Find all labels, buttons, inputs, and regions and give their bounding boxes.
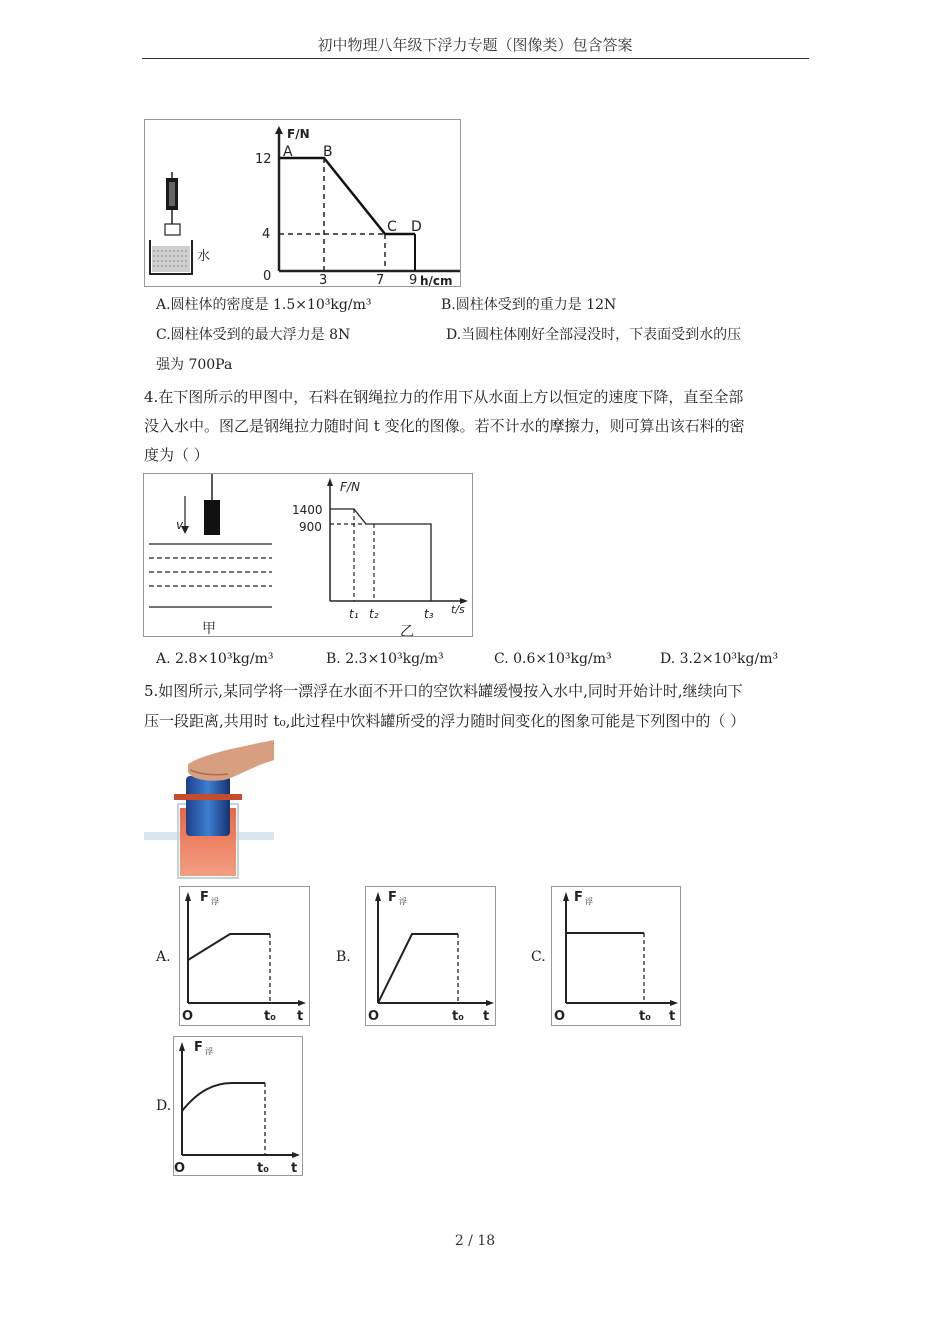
q4-option-a: A. 2.8×10³kg/m³: [156, 651, 274, 667]
q3-figure-svg: [145, 120, 460, 286]
water-label: 水: [197, 249, 211, 264]
q5-text-line2: 压一段距离,共用时 t₀,此过程中饮料罐所受的浮力随时间变化的图象可能是下列图中的（ ）: [144, 712, 746, 730]
q3-option-c: C.圆柱体受到的最大浮力是 8N: [156, 327, 351, 343]
q3-option-d-line2: 强为 700Pa: [156, 357, 233, 373]
q5-b-t: t: [483, 1009, 490, 1024]
q3-option-a: A.圆柱体的密度是 1.5×10³kg/m³: [156, 297, 372, 313]
q5-c-origin: O: [554, 1009, 566, 1024]
q5-d-t0: t₀: [257, 1161, 269, 1175]
q4-option-c: C. 0.6×10³kg/m³: [494, 651, 612, 667]
q5-b-origin: O: [368, 1009, 380, 1024]
q3-x-tick-9: 9: [409, 273, 418, 286]
spring-scale-illustration: [165, 172, 180, 235]
q3-point-a: A: [283, 144, 293, 160]
q5-b-y-label: F: [388, 890, 397, 905]
q5-graph-c: [551, 886, 681, 1026]
q4-option-d: D. 3.2×10³kg/m³: [660, 651, 779, 667]
water-beaker: [150, 240, 210, 274]
q4-caption-yi: 乙: [400, 624, 414, 636]
q5-option-b-label: B.: [336, 949, 351, 965]
q3-origin: 0: [263, 269, 272, 284]
q4-text-line2: 没入水中。图乙是钢绳拉力随时间 t 变化的图像。若不计水的摩擦力，则可算出该石料的密: [144, 417, 745, 435]
q5-a-t: t: [297, 1009, 304, 1024]
q5-option-d-label: D.: [156, 1098, 172, 1114]
header-divider: [142, 58, 809, 59]
q3-x-tick-7: 7: [376, 273, 385, 286]
q4-figure: [143, 473, 473, 637]
q5-b-y-sub: 浮: [399, 897, 407, 906]
q4-option-b: B. 2.3×10³kg/m³: [326, 651, 444, 667]
q3-option-d-line1: D.当圆柱体刚好全部浸没时，下表面受到水的压: [446, 327, 742, 343]
q4-text-line1: 4.在下图所示的甲图中，石料在钢绳拉力的作用下从水面上方以恒定的速度下降，直至全部: [144, 388, 744, 406]
q5-c-t0: t₀: [639, 1009, 651, 1024]
q4-figure-svg: [144, 474, 472, 636]
q5-d-origin: O: [174, 1161, 186, 1175]
q4-y-axis-label: F/N: [340, 480, 360, 494]
q3-y-tick-12: 12: [255, 152, 272, 167]
q3-x-tick-3: 3: [319, 273, 328, 286]
q3-y-tick-4: 4: [262, 227, 271, 242]
q4-y-tick-900: 900: [299, 520, 322, 534]
q5-c-y-label: F: [574, 890, 583, 905]
can-pressing-photo: [144, 736, 274, 881]
q3-point-c: C: [387, 219, 397, 235]
q5-graph-d: [173, 1036, 303, 1176]
q4-x-tick-t2: t₂: [369, 607, 379, 621]
velocity-label: v: [176, 518, 184, 532]
q3-point-b: B: [323, 144, 333, 160]
q5-graph-a: [179, 886, 310, 1026]
q5-a-y-sub: 浮: [211, 897, 219, 906]
q4-fig-yi: [292, 478, 468, 636]
q5-a-origin: O: [182, 1009, 194, 1024]
page-header: 初中物理八年级下浮力专题（图像类）包含答案: [317, 36, 633, 54]
q4-x-axis-label: t/s: [451, 603, 465, 616]
q3-figure: [144, 119, 461, 287]
q5-b-t0: t₀: [452, 1009, 464, 1024]
q5-text-line1: 5.如图所示,某同学将一漂浮在水面不开口的空饮料罐缓慢按入水中,同时开始计时,继续向下: [144, 682, 743, 700]
q3-option-b: B.圆柱体受到的重力是 12N: [441, 297, 617, 313]
q5-graph-b: [365, 886, 496, 1026]
q4-text-line3: 度为（ ）: [144, 446, 209, 464]
q5-d-t: t: [291, 1161, 298, 1175]
q3-point-d: D: [411, 219, 422, 235]
q4-x-tick-t1: t₁: [349, 607, 359, 621]
q5-d-y-sub: 浮: [205, 1047, 213, 1056]
q4-y-tick-1400: 1400: [292, 503, 323, 517]
q5-option-c-label: C.: [531, 949, 546, 965]
q3-y-axis-label: F/N: [287, 127, 310, 141]
q4-fig-jia: [149, 474, 272, 636]
q4-caption-jia: 甲: [202, 621, 216, 636]
page-number: 2 / 18: [454, 1233, 496, 1249]
q5-a-t0: t₀: [264, 1009, 276, 1024]
q5-d-y-label: F: [194, 1040, 203, 1055]
q4-x-tick-t3: t₃: [424, 607, 434, 621]
q5-c-t: t: [669, 1009, 676, 1024]
q5-option-a-label: A.: [156, 949, 171, 965]
q5-a-y-label: F: [200, 890, 209, 905]
q5-c-y-sub: 浮: [585, 897, 593, 906]
q3-graph: [255, 126, 460, 286]
q3-x-axis-label: h/cm: [420, 274, 453, 286]
